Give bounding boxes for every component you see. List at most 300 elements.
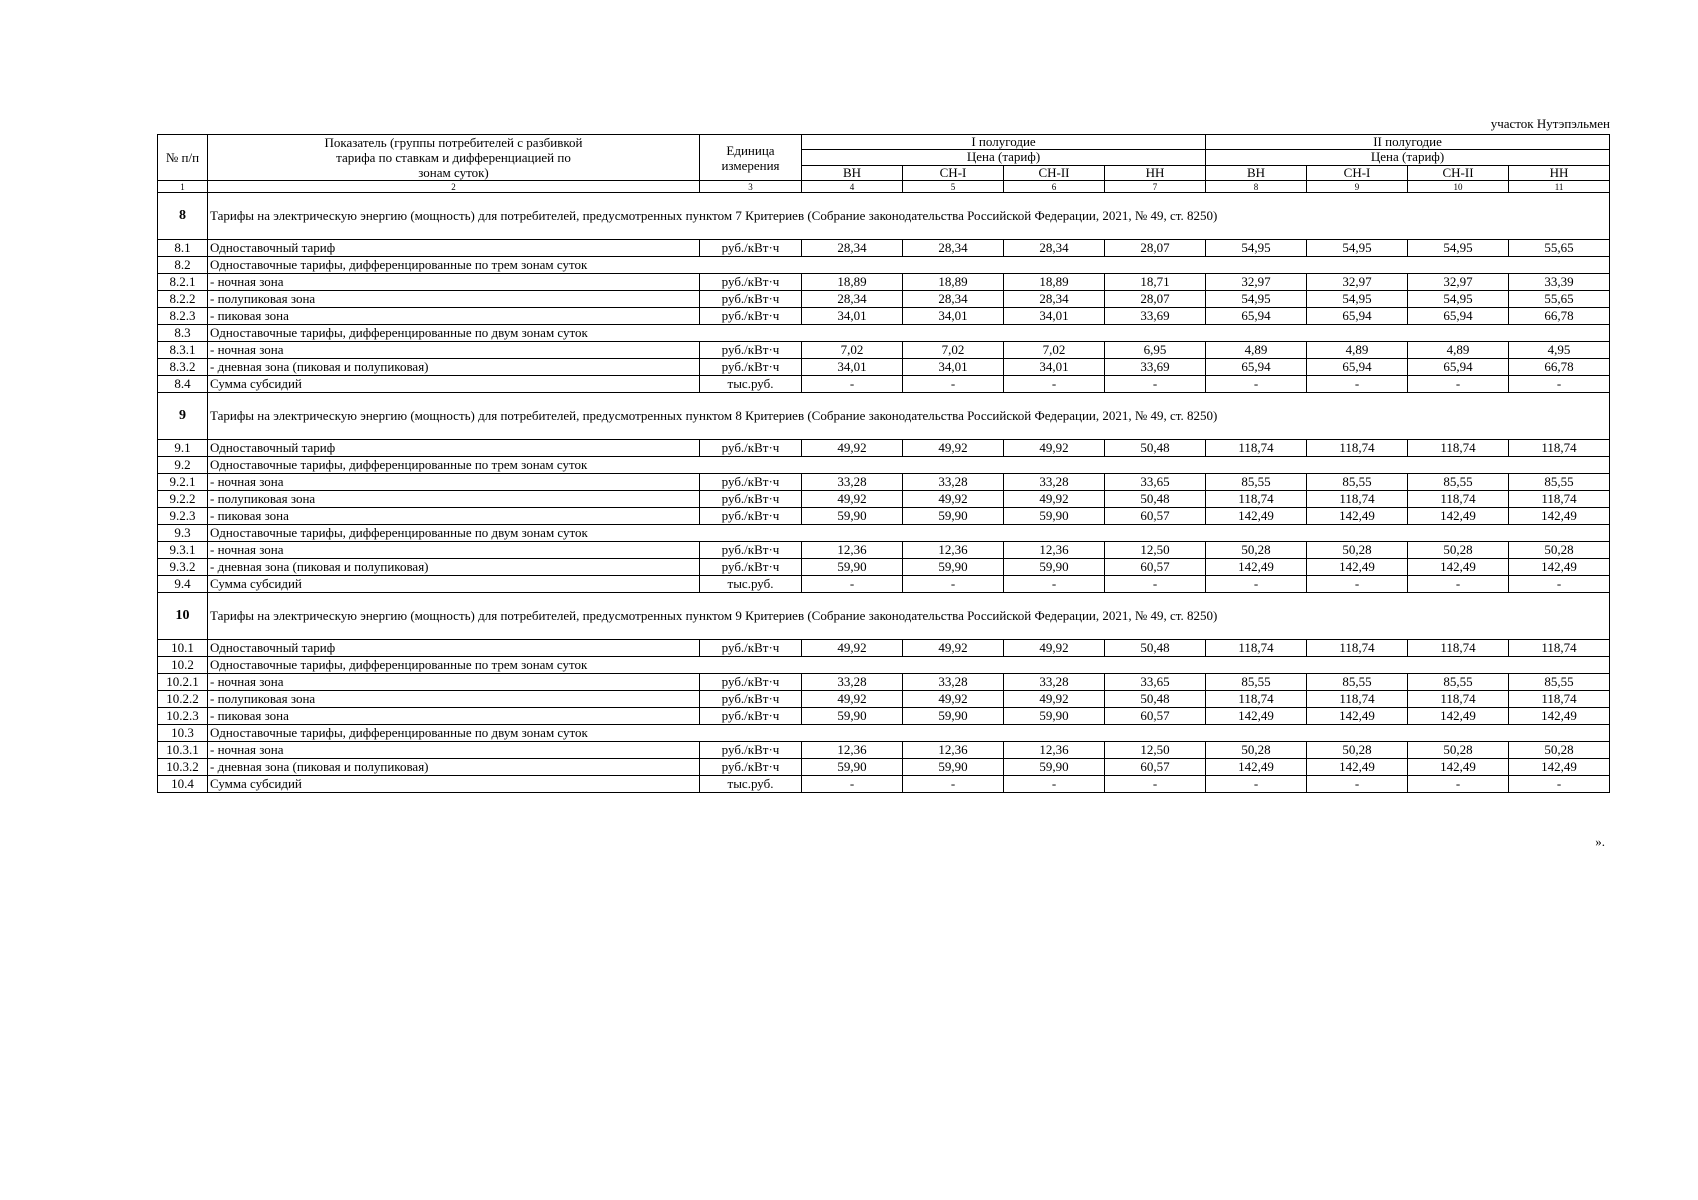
row-number: 10.2	[158, 657, 208, 674]
tariff-value: 118,74	[1206, 640, 1307, 657]
row-number: 10.3.2	[158, 759, 208, 776]
table-row	[158, 674, 1610, 691]
header-level: НН	[1509, 165, 1610, 180]
row-unit: руб./кВт·ч	[700, 691, 802, 708]
tariff-value: 7,02	[903, 342, 1004, 359]
tariff-value: 33,65	[1105, 474, 1206, 491]
tariff-value: -	[1408, 376, 1509, 393]
tariff-value: 118,74	[1307, 691, 1408, 708]
header-level: ВН	[802, 165, 903, 180]
row-unit: руб./кВт·ч	[700, 342, 802, 359]
row-number: 10.3	[158, 725, 208, 742]
tariff-value: -	[1307, 576, 1408, 593]
column-number: 1	[158, 181, 208, 193]
tariff-value: 142,49	[1408, 708, 1509, 725]
tariff-value: 118,74	[1307, 440, 1408, 457]
row-unit: руб./кВт·ч	[700, 440, 802, 457]
row-indicator: - дневная зона (пиковая и полупиковая)	[208, 759, 700, 776]
tariff-value: 32,97	[1307, 274, 1408, 291]
tariff-value: 33,28	[903, 474, 1004, 491]
row-number: 8.1	[158, 240, 208, 257]
tariff-value: 50,28	[1307, 542, 1408, 559]
tariff-value: 142,49	[1509, 559, 1610, 576]
tariff-value: 28,34	[802, 291, 903, 308]
row-indicator: Одноставочные тарифы, дифференцированные по трем зонам суток	[208, 457, 1610, 474]
header-price-1: Цена (тариф)	[802, 150, 1206, 165]
tariff-value: 85,55	[1307, 474, 1408, 491]
tariff-value: 32,97	[1206, 274, 1307, 291]
column-number: 8	[1206, 181, 1307, 193]
table-row	[158, 376, 1610, 393]
row-indicator: - полупиковая зона	[208, 491, 700, 508]
tariff-value: 142,49	[1307, 559, 1408, 576]
tariff-value: 59,90	[903, 708, 1004, 725]
tariff-value: 85,55	[1509, 474, 1610, 491]
tariff-value: 60,57	[1105, 759, 1206, 776]
header-level: СН-II	[1408, 165, 1509, 180]
table-row	[158, 759, 1610, 776]
tariff-value: 33,28	[802, 474, 903, 491]
header-row-1	[158, 135, 1610, 150]
tariff-value: 59,90	[1004, 508, 1105, 525]
section-row	[158, 193, 1610, 240]
table-row	[158, 440, 1610, 457]
table-row	[158, 657, 1610, 674]
section-row	[158, 593, 1610, 640]
tariff-value: 33,69	[1105, 308, 1206, 325]
row-number: 10.2.2	[158, 691, 208, 708]
tariff-value: 142,49	[1509, 508, 1610, 525]
tariff-value: 34,01	[903, 308, 1004, 325]
row-indicator: - ночная зона	[208, 274, 700, 291]
row-indicator: Одноставочные тарифы, дифференцированные по двум зонам суток	[208, 325, 1610, 342]
tariff-value: 49,92	[1004, 640, 1105, 657]
tariff-value: 50,48	[1105, 691, 1206, 708]
tariff-value: 59,90	[903, 508, 1004, 525]
row-unit: руб./кВт·ч	[700, 240, 802, 257]
tariff-value: -	[1408, 576, 1509, 593]
tariff-value: 85,55	[1307, 674, 1408, 691]
tariff-value: 33,28	[1004, 474, 1105, 491]
tariff-value: 4,89	[1408, 342, 1509, 359]
row-indicator: Одноставочные тарифы, дифференцированные по двум зонам суток	[208, 725, 1610, 742]
table-row	[158, 708, 1610, 725]
tariff-value: 50,28	[1206, 742, 1307, 759]
header-num: № п/п	[158, 135, 208, 181]
tariff-value: 50,28	[1408, 542, 1509, 559]
tariff-value: -	[1307, 776, 1408, 793]
tariff-value: 50,28	[1509, 742, 1610, 759]
table-row	[158, 576, 1610, 593]
tariff-value: 18,89	[1004, 274, 1105, 291]
tariff-value: 28,34	[802, 240, 903, 257]
column-number: 7	[1105, 181, 1206, 193]
tariff-value: 34,01	[802, 359, 903, 376]
row-indicator: Сумма субсидий	[208, 576, 700, 593]
tariff-value: 33,65	[1105, 674, 1206, 691]
tariff-value: 118,74	[1509, 640, 1610, 657]
tariff-value: 34,01	[802, 308, 903, 325]
table-row	[158, 742, 1610, 759]
table-row	[158, 508, 1610, 525]
row-indicator: - полупиковая зона	[208, 691, 700, 708]
tariff-value: -	[1206, 576, 1307, 593]
column-number: 9	[1307, 181, 1408, 193]
section-title: Тарифы на электрическую энергию (мощность) для потребителей, предусмотренных пунктом 9 Критериев (Собрание законодательства Российской Федерации, 2021, № 49, ст. 8250)	[208, 593, 1610, 640]
tariff-value: 142,49	[1206, 708, 1307, 725]
row-unit: тыс.руб.	[700, 376, 802, 393]
table-row	[158, 257, 1610, 274]
row-indicator: Одноставочные тарифы, дифференцированные по трем зонам суток	[208, 257, 1610, 274]
row-number: 10.3.1	[158, 742, 208, 759]
tariff-value: 12,50	[1105, 542, 1206, 559]
header-level: СН-I	[903, 165, 1004, 180]
table-row	[158, 240, 1610, 257]
tariff-value: -	[1206, 776, 1307, 793]
row-unit: руб./кВт·ч	[700, 274, 802, 291]
tariff-value: 50,28	[1509, 542, 1610, 559]
tariff-value: 65,94	[1206, 359, 1307, 376]
tariff-value: 118,74	[1408, 691, 1509, 708]
tariff-value: 65,94	[1206, 308, 1307, 325]
tariff-value: 142,49	[1509, 708, 1610, 725]
tariff-value: -	[1105, 576, 1206, 593]
table-row	[158, 308, 1610, 325]
tariff-value: 54,95	[1206, 291, 1307, 308]
tariff-value: 60,57	[1105, 708, 1206, 725]
tariff-value: 59,90	[1004, 559, 1105, 576]
row-unit: руб./кВт·ч	[700, 491, 802, 508]
tariff-value: -	[802, 376, 903, 393]
tariff-value: 118,74	[1408, 640, 1509, 657]
row-unit: руб./кВт·ч	[700, 474, 802, 491]
row-number: 9.3	[158, 525, 208, 542]
tariff-value: 12,36	[903, 742, 1004, 759]
table-row	[158, 291, 1610, 308]
tariff-value: 28,34	[1004, 291, 1105, 308]
row-indicator: - дневная зона (пиковая и полупиковая)	[208, 559, 700, 576]
tariff-value: 18,89	[903, 274, 1004, 291]
tariff-table	[157, 134, 1610, 793]
tariff-value: 12,36	[1004, 742, 1105, 759]
row-indicator: Одноставочный тариф	[208, 440, 700, 457]
column-number: 5	[903, 181, 1004, 193]
row-number: 8.4	[158, 376, 208, 393]
header-level: СН-II	[1004, 165, 1105, 180]
row-number: 10.2.1	[158, 674, 208, 691]
tariff-value: 28,34	[903, 240, 1004, 257]
tariff-value: 28,07	[1105, 291, 1206, 308]
tariff-value: -	[1509, 776, 1610, 793]
tariff-value: 142,49	[1408, 759, 1509, 776]
tariff-value: 4,89	[1307, 342, 1408, 359]
header-price-2: Цена (тариф)	[1206, 150, 1610, 165]
tariff-value: 34,01	[1004, 308, 1105, 325]
table-row	[158, 359, 1610, 376]
tariff-value: 18,71	[1105, 274, 1206, 291]
tariff-value: 54,95	[1408, 240, 1509, 257]
row-number: 9.3.1	[158, 542, 208, 559]
tariff-value: 60,57	[1105, 508, 1206, 525]
tariff-value: 118,74	[1509, 691, 1610, 708]
tariff-value: 49,92	[802, 440, 903, 457]
tariff-value: 118,74	[1509, 440, 1610, 457]
column-number: 3	[700, 181, 802, 193]
table-row	[158, 325, 1610, 342]
tariff-value: 12,36	[802, 742, 903, 759]
tariff-value: 118,74	[1206, 491, 1307, 508]
tariff-value: 142,49	[1408, 559, 1509, 576]
table-row	[158, 776, 1610, 793]
row-number: 9.2.2	[158, 491, 208, 508]
row-number: 9.4	[158, 576, 208, 593]
tariff-value: -	[1105, 376, 1206, 393]
section-number: 9	[158, 393, 208, 440]
tariff-value: 59,90	[1004, 708, 1105, 725]
table-row	[158, 559, 1610, 576]
tariff-value: 142,49	[1206, 759, 1307, 776]
header-unit: Единица измерения	[700, 135, 802, 181]
tariff-value: 4,95	[1509, 342, 1610, 359]
tariff-value: -	[903, 576, 1004, 593]
tariff-value: -	[802, 576, 903, 593]
tariff-value: 118,74	[1307, 640, 1408, 657]
tariff-value: 66,78	[1509, 359, 1610, 376]
row-number: 10.1	[158, 640, 208, 657]
tariff-value: 49,92	[903, 640, 1004, 657]
row-indicator: Сумма субсидий	[208, 376, 700, 393]
tariff-value: 59,90	[802, 559, 903, 576]
row-unit: руб./кВт·ч	[700, 508, 802, 525]
row-indicator: Одноставочные тарифы, дифференцированные по трем зонам суток	[208, 657, 1610, 674]
tariff-value: 28,34	[903, 291, 1004, 308]
row-unit: руб./кВт·ч	[700, 359, 802, 376]
tariff-value: 65,94	[1307, 308, 1408, 325]
tariff-value: -	[903, 376, 1004, 393]
tariff-value: 28,07	[1105, 240, 1206, 257]
row-number: 10.2.3	[158, 708, 208, 725]
row-number: 9.2	[158, 457, 208, 474]
row-number: 10.4	[158, 776, 208, 793]
row-indicator: Одноставочные тарифы, дифференцированные по двум зонам суток	[208, 525, 1610, 542]
row-unit: руб./кВт·ч	[700, 742, 802, 759]
tariff-value: 32,97	[1408, 274, 1509, 291]
tariff-value: 118,74	[1408, 440, 1509, 457]
table-row	[158, 491, 1610, 508]
tariff-value: -	[1307, 376, 1408, 393]
tariff-value: -	[1509, 576, 1610, 593]
table-row	[158, 342, 1610, 359]
row-indicator: - дневная зона (пиковая и полупиковая)	[208, 359, 700, 376]
column-number: 4	[802, 181, 903, 193]
tariff-value: 28,34	[1004, 240, 1105, 257]
row-unit: руб./кВт·ч	[700, 640, 802, 657]
row-number: 8.3	[158, 325, 208, 342]
tariff-value: 33,39	[1509, 274, 1610, 291]
row-indicator: Сумма субсидий	[208, 776, 700, 793]
header-indicator: Показатель (группы потребителей с разбивкой тарифа по ставкам и дифференциацией по зонам суток)	[208, 135, 700, 181]
tariff-value: 54,95	[1307, 240, 1408, 257]
tariff-value: 4,89	[1206, 342, 1307, 359]
tariff-value: 50,48	[1105, 491, 1206, 508]
tariff-value: -	[1105, 776, 1206, 793]
row-number: 8.2.3	[158, 308, 208, 325]
tariff-value: 6,95	[1105, 342, 1206, 359]
row-unit: тыс.руб.	[700, 776, 802, 793]
header-level: СН-I	[1307, 165, 1408, 180]
tariff-value: 12,36	[1004, 542, 1105, 559]
table-row	[158, 725, 1610, 742]
tariff-value: 33,28	[903, 674, 1004, 691]
tariff-value: 118,74	[1307, 491, 1408, 508]
tariff-value: 142,49	[1307, 508, 1408, 525]
row-number: 8.2.2	[158, 291, 208, 308]
header-half-1: I полугодие	[802, 135, 1206, 150]
row-indicator: - ночная зона	[208, 674, 700, 691]
row-unit: тыс.руб.	[700, 576, 802, 593]
row-unit: руб./кВт·ч	[700, 559, 802, 576]
tariff-value: -	[1408, 776, 1509, 793]
tariff-value: 49,92	[1004, 691, 1105, 708]
tariff-value: -	[1509, 376, 1610, 393]
tariff-value: -	[1004, 576, 1105, 593]
tariff-value: 142,49	[1307, 708, 1408, 725]
column-number: 6	[1004, 181, 1105, 193]
tariff-value: 33,69	[1105, 359, 1206, 376]
tariff-value: 142,49	[1408, 508, 1509, 525]
table-row	[158, 474, 1610, 491]
tariff-value: 7,02	[802, 342, 903, 359]
tariff-value: 142,49	[1206, 508, 1307, 525]
closing-quote: ».	[1595, 834, 1605, 849]
tariff-value: -	[1004, 776, 1105, 793]
row-indicator: - пиковая зона	[208, 508, 700, 525]
tariff-value: 118,74	[1206, 440, 1307, 457]
tariff-value: 34,01	[903, 359, 1004, 376]
tariff-value: 49,92	[903, 440, 1004, 457]
tariff-value: 49,92	[1004, 440, 1105, 457]
row-indicator: - ночная зона	[208, 474, 700, 491]
row-unit: руб./кВт·ч	[700, 542, 802, 559]
header-level: ВН	[1206, 165, 1307, 180]
table-row	[158, 542, 1610, 559]
tariff-value: 54,95	[1307, 291, 1408, 308]
row-unit: руб./кВт·ч	[700, 291, 802, 308]
tariff-value: 33,28	[1004, 674, 1105, 691]
row-unit: руб./кВт·ч	[700, 308, 802, 325]
tariff-value: 55,65	[1509, 291, 1610, 308]
table-row	[158, 640, 1610, 657]
tariff-value: -	[1206, 376, 1307, 393]
tariff-value: 142,49	[1206, 559, 1307, 576]
tariff-value: 118,74	[1408, 491, 1509, 508]
tariff-value: 50,28	[1307, 742, 1408, 759]
tariff-value: 49,92	[802, 640, 903, 657]
tariff-value: 142,49	[1509, 759, 1610, 776]
section-caption: участок Нутэпэльмен	[1490, 116, 1610, 131]
tariff-value: 12,36	[903, 542, 1004, 559]
section-row	[158, 393, 1610, 440]
tariff-value: 60,57	[1105, 559, 1206, 576]
row-number: 9.3.2	[158, 559, 208, 576]
tariff-value: 55,65	[1509, 240, 1610, 257]
tariff-value: 49,92	[802, 691, 903, 708]
table-row	[158, 274, 1610, 291]
row-unit: руб./кВт·ч	[700, 759, 802, 776]
tariff-value: 50,48	[1105, 440, 1206, 457]
section-title: Тарифы на электрическую энергию (мощность) для потребителей, предусмотренных пунктом 7 Критериев (Собрание законодательства Российской Федерации, 2021, № 49, ст. 8250)	[208, 193, 1610, 240]
tariff-value: 59,90	[1004, 759, 1105, 776]
tariff-value: 59,90	[802, 508, 903, 525]
row-indicator: - полупиковая зона	[208, 291, 700, 308]
row-indicator: - ночная зона	[208, 742, 700, 759]
column-number: 2	[208, 181, 700, 193]
row-number: 9.2.3	[158, 508, 208, 525]
tariff-value: -	[1004, 376, 1105, 393]
table-row	[158, 691, 1610, 708]
tariff-value: 65,94	[1307, 359, 1408, 376]
header-level: НН	[1105, 165, 1206, 180]
tariff-value: 85,55	[1206, 674, 1307, 691]
tariff-value: 118,74	[1206, 691, 1307, 708]
tariff-value: 49,92	[903, 491, 1004, 508]
tariff-value: 7,02	[1004, 342, 1105, 359]
tariff-value: 12,50	[1105, 742, 1206, 759]
row-number: 9.1	[158, 440, 208, 457]
header-half-2: II полугодие	[1206, 135, 1610, 150]
row-number: 8.3.1	[158, 342, 208, 359]
tariff-value: 66,78	[1509, 308, 1610, 325]
tariff-value: 49,92	[802, 491, 903, 508]
tariff-value: 54,95	[1408, 291, 1509, 308]
row-indicator: - пиковая зона	[208, 708, 700, 725]
tariff-value: 49,92	[1004, 491, 1105, 508]
row-unit: руб./кВт·ч	[700, 674, 802, 691]
tariff-value: 33,28	[802, 674, 903, 691]
row-number: 9.2.1	[158, 474, 208, 491]
tariff-value: 142,49	[1307, 759, 1408, 776]
tariff-table-body	[158, 193, 1610, 793]
table-row	[158, 525, 1610, 542]
tariff-value: -	[903, 776, 1004, 793]
tariff-value: 85,55	[1509, 674, 1610, 691]
row-indicator: Одноставочный тариф	[208, 240, 700, 257]
tariff-value: 49,92	[903, 691, 1004, 708]
column-number: 10	[1408, 181, 1509, 193]
section-number: 8	[158, 193, 208, 240]
row-indicator: - пиковая зона	[208, 308, 700, 325]
tariff-value: -	[802, 776, 903, 793]
tariff-value: 85,55	[1206, 474, 1307, 491]
tariff-value: 65,94	[1408, 359, 1509, 376]
column-numbers-row	[158, 181, 1610, 193]
row-number: 8.2	[158, 257, 208, 274]
row-number: 8.3.2	[158, 359, 208, 376]
tariff-value: 54,95	[1206, 240, 1307, 257]
row-unit: руб./кВт·ч	[700, 708, 802, 725]
row-number: 8.2.1	[158, 274, 208, 291]
tariff-value: 59,90	[802, 759, 903, 776]
section-number: 10	[158, 593, 208, 640]
tariff-value: 12,36	[802, 542, 903, 559]
tariff-value: 59,90	[802, 708, 903, 725]
row-indicator: - ночная зона	[208, 542, 700, 559]
tariff-value: 50,28	[1206, 542, 1307, 559]
tariff-value: 65,94	[1408, 308, 1509, 325]
tariff-value: 50,48	[1105, 640, 1206, 657]
tariff-value: 118,74	[1509, 491, 1610, 508]
table-row	[158, 457, 1610, 474]
